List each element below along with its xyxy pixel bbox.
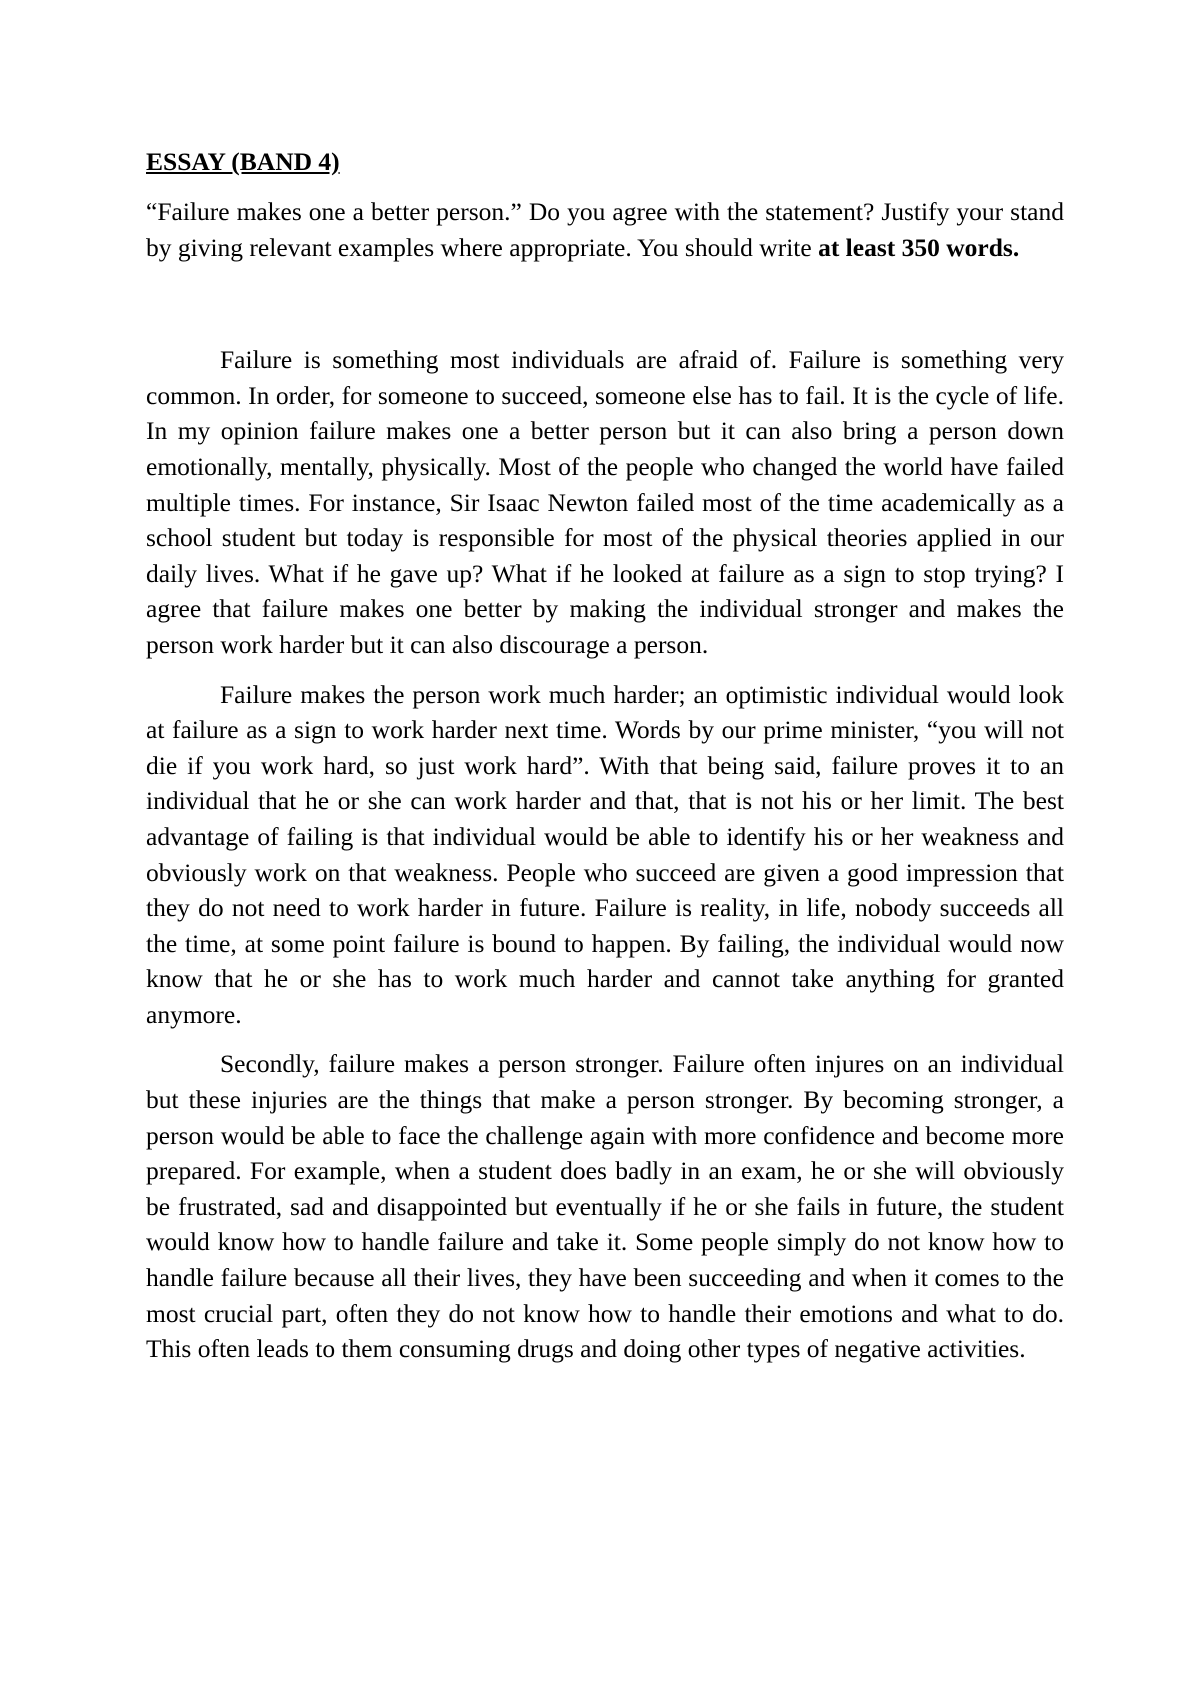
essay-page: [146, 148, 1064, 1381]
prompt-text: “Failure makes one a better person.” Do you agree with the statement? Justify your stand by giving relevant examples where appropriate. You should write: [146, 197, 1064, 262]
paragraph-intro: Failure is something most individuals are afraid of. Failure is something very common. In order, for someone to succeed, someone else has to fail. It is the cycle of life. In my opinion failure makes one a better person but it can also bring a person down emotionally, mentally, physically. Most of the people who changed the world have failed multiple times. For instance, Sir Isaac Newton failed most of the time academically as a school student but today is responsible for most of the physical theories applied in our daily lives. What if he gave up? What if he looked at failure as a sign to stop trying? I agree that failure makes one better by making the individual stronger and makes the person work harder but it can also discourage a person.: [146, 345, 1064, 659]
spacer: [146, 265, 1064, 342]
paragraph-stronger: Secondly, failure makes a person stronger. Failure often injures on an individual but these injuries are the things that make a person stronger. By becoming stronger, a person would be able to face the challenge again with more confidence and become more prepared. For example, when a student does badly in an exam, he or she will obviously be frustrated, sad and disappointed but eventually if he or she fails in future, the student would know how to handle failure and take it. Some people simply do not know how to handle failure because all their lives, they have been succeeding and when it comes to the most crucial part, often they do not know how to handle their emotions and what to do. This often leads to them consuming drugs and doing other types of negative activities.: [146, 1049, 1064, 1364]
paragraph-work-harder: Failure makes the person work much harder; an optimistic individual would look at failure as a sign to work harder next time. Words by our prime minister, “you will not die if you work hard, so just work hard”. With that being said, failure proves it to an individual that he or she can work harder and that, that is not his or her limit. The best advantage of failing is that individual would be able to identify his or her weakness and obviously work on that weakness. People who succeed are given a good impression that they do not need to work harder in future. Failure is reality, in life, nobody succeeds all the time, at some point failure is bound to happen. By failing, the individual would now know that he or she has to work much harder and cannot take anything for granted anymore.: [146, 679, 1064, 1029]
prompt-word-count: at least 350 words.: [818, 232, 1020, 262]
essay-prompt: [146, 194, 1064, 265]
essay-heading: ESSAY (BAND 4): [146, 147, 340, 176]
